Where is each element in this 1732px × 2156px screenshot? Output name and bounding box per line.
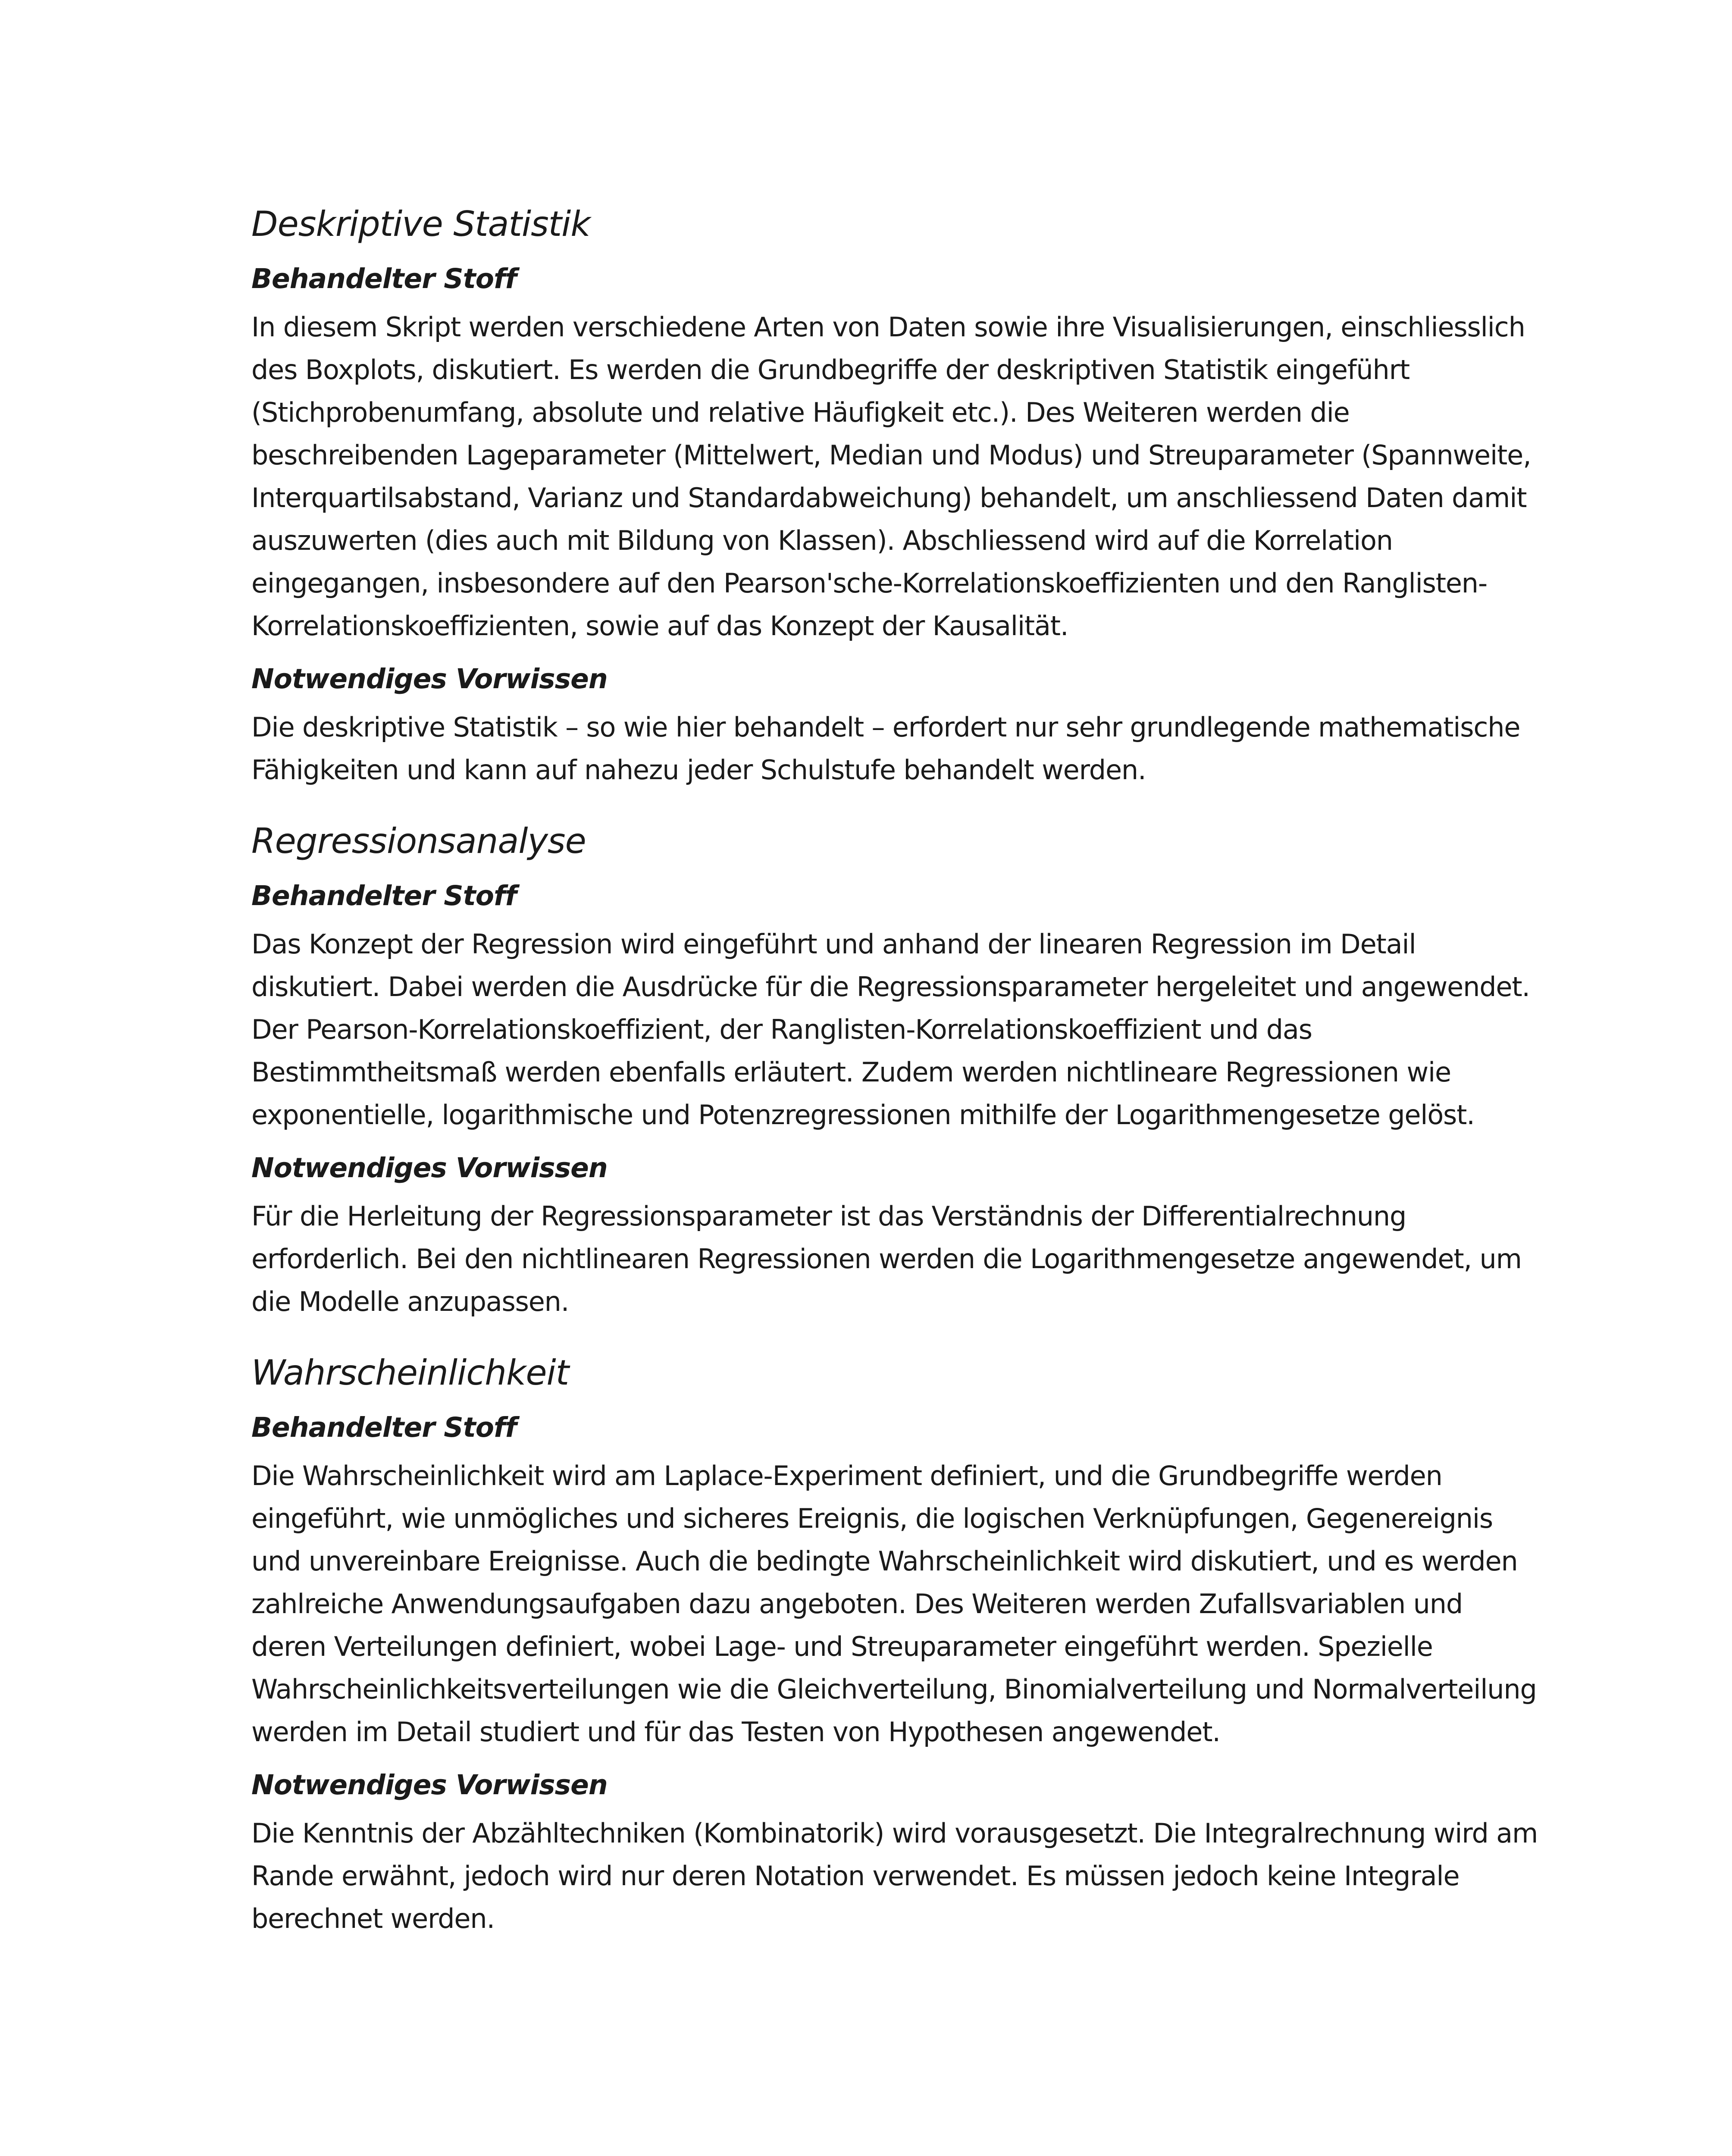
- text-line: eingeführt, wie unmögliches und sicheres Ereignis, die logischen Verknüpfungen, Gegenereignis: [251, 1503, 1493, 1534]
- text-line: In diesem Skript werden verschiedene Arten von Daten sowie ihre Visualisierungen, einschliesslich: [251, 311, 1525, 343]
- text-line: erforderlich. Bei den nichtlinearen Regressionen werden die Logarithmengesetze angewendet, um: [251, 1243, 1522, 1275]
- page-content: [251, 199, 1597, 1951]
- section-regressionsanalyse: [251, 816, 1597, 1323]
- text-line: Wahrscheinlichkeitsverteilungen wie die Gleichverteilung, Binomialverteilung und Normalverteilung: [251, 1673, 1537, 1705]
- paragraph: [251, 706, 1597, 791]
- text-line: Für die Herleitung der Regressionsparameter ist das Verständnis der Differentialrechnung: [251, 1200, 1406, 1232]
- paragraph: [251, 1812, 1597, 1940]
- text-line: Korrelationskoeffizienten, sowie auf das Konzept der Kausalität.: [251, 610, 1068, 642]
- text-line: (Stichprobenumfang, absolute und relative Häufigkeit etc.). Des Weiteren werden die: [251, 397, 1350, 428]
- text-line: Der Pearson-Korrelationskoeffizient, der Ranglisten-Korrelationskoeffizient und das: [251, 1014, 1312, 1045]
- text-line: Die Wahrscheinlichkeit wird am Laplace-Experiment definiert, und die Grundbegriffe werden: [251, 1460, 1442, 1492]
- text-line: Interquartilsabstand, Varianz und Standardabweichung) behandelt, um anschliessend Daten damit: [251, 482, 1527, 514]
- subsection-heading: Behandelter Stoff: [251, 1412, 517, 1443]
- text-line: werden im Detail studiert und für das Testen von Hypothesen angewendet.: [251, 1716, 1220, 1748]
- paragraph: [251, 306, 1597, 647]
- text-line: auszuwerten (dies auch mit Bildung von Klassen). Abschliessend wird auf die Korrelation: [251, 525, 1393, 556]
- paragraph: [251, 1454, 1597, 1753]
- subsection-heading: Notwendiges Vorwissen: [251, 1152, 608, 1184]
- text-line: zahlreiche Anwendungsaufgaben dazu angeboten. Des Weiteren werden Zufallsvariablen und: [251, 1588, 1463, 1620]
- paragraph: [251, 923, 1597, 1136]
- text-line: berechnet werden.: [251, 1903, 495, 1934]
- section-title: Deskriptive Statistik: [251, 204, 590, 244]
- subsection-heading: Behandelter Stoff: [251, 880, 517, 912]
- text-line: Fähigkeiten und kann auf nahezu jeder Schulstufe behandelt werden.: [251, 754, 1146, 786]
- section-wahrscheinlichkeit: [251, 1348, 1597, 1940]
- subsection-heading: Notwendiges Vorwissen: [251, 663, 608, 695]
- text-line: deren Verteilungen definiert, wobei Lage- und Streuparameter eingeführt werden. Spezielle: [251, 1631, 1433, 1662]
- text-line: exponentielle, logarithmische und Potenzregressionen mithilfe der Logarithmengesetze gelöst.: [251, 1099, 1475, 1131]
- text-line: Das Konzept der Regression wird eingeführt und anhand der linearen Regression im Detail: [251, 928, 1416, 960]
- text-line: Die Kenntnis der Abzähltechniken (Kombinatorik) wird vorausgesetzt. Die Integralrechnung wird am: [251, 1818, 1538, 1849]
- subsection-heading: Notwendiges Vorwissen: [251, 1769, 608, 1801]
- text-line: Die deskriptive Statistik – so wie hier behandelt – erfordert nur sehr grundlegende mathematische: [251, 711, 1520, 743]
- text-line: Bestimmtheitsmaß werden ebenfalls erläutert. Zudem werden nichtlineare Regressionen wie: [251, 1056, 1451, 1088]
- text-line: diskutiert. Dabei werden die Ausdrücke für die Regressionsparameter hergeleitet und angewendet.: [251, 971, 1530, 1003]
- text-line: und unvereinbare Ereignisse. Auch die bedingte Wahrscheinlichkeit wird diskutiert, und es werden: [251, 1545, 1518, 1577]
- text-line: die Modelle anzupassen.: [251, 1286, 569, 1317]
- text-line: eingegangen, insbesondere auf den Pearson'sche-Korrelationskoeffizienten und den Ranglisten-: [251, 567, 1488, 599]
- text-line: beschreibenden Lageparameter (Mittelwert, Median und Modus) und Streuparameter (Spannweite,: [251, 439, 1531, 471]
- section-title: Regressionsanalyse: [251, 821, 586, 861]
- section-title: Wahrscheinlichkeit: [251, 1353, 569, 1393]
- paragraph: [251, 1195, 1597, 1323]
- text-line: des Boxplots, diskutiert. Es werden die Grundbegriffe der deskriptiven Statistik eingeführt: [251, 354, 1409, 385]
- subsection-heading: Behandelter Stoff: [251, 263, 517, 295]
- text-line: Rande erwähnt, jedoch wird nur deren Notation verwendet. Es müssen jedoch keine Integrale: [251, 1860, 1460, 1892]
- section-deskriptive-statistik: [251, 199, 1597, 791]
